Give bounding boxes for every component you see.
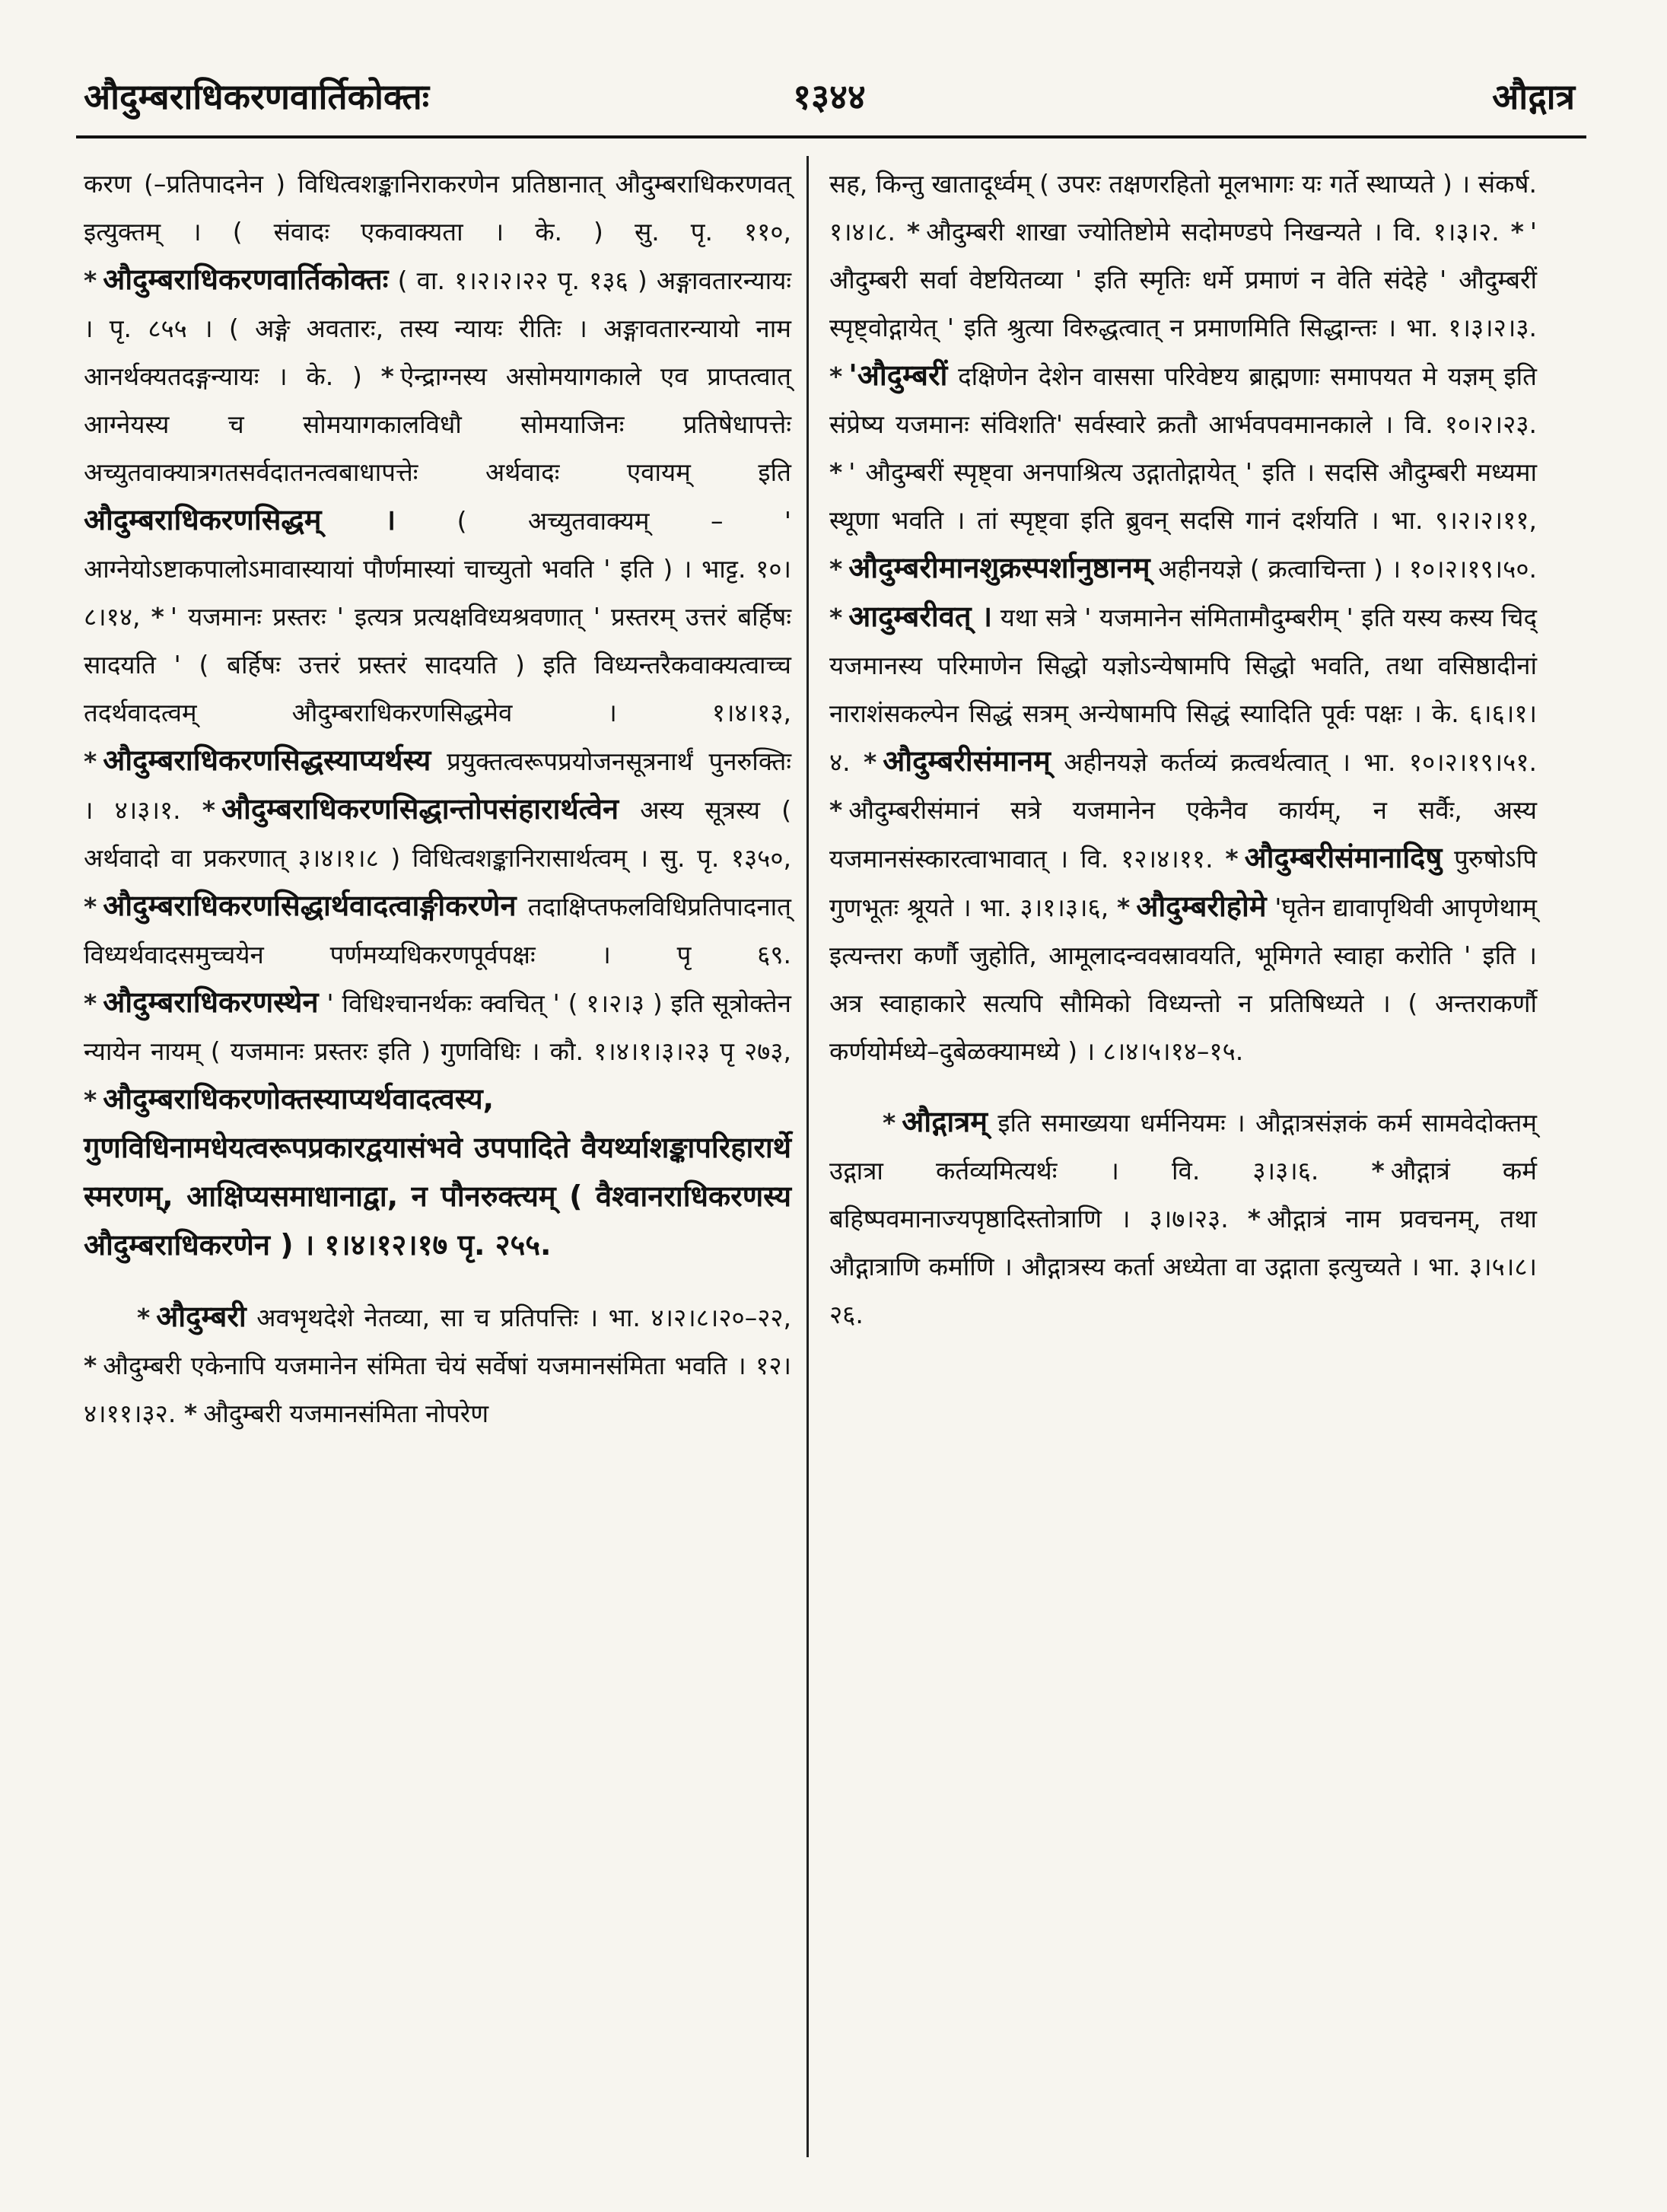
asterisk-icon: *	[829, 457, 843, 487]
text-run: ( अच्युतवाक्यम् – ' आग्नेयोऽष्टाकपालोऽमावास्यायां पौर्णमास्यां चाच्युतो भवति ' इति ) । भाट्ट. १०।८।१४,	[84, 506, 791, 632]
header-left-title: औदुम्बराधिकरणवार्तिकोक्तः	[84, 76, 430, 117]
text-run: ' औदुम्बरीं स्पृष्ट्वा अनपाश्रित्य उद्गातोद्गायेत् ' इति । सदसि औदुम्बरी मध्यमा स्थूणा भवति । तां स्पृष्ट्वा इति ब्रुवन् सदसि गानं दर्शयति । भा. ९।२।२।११,	[829, 457, 1537, 535]
left-paragraph-2	[84, 1293, 791, 1437]
text-run: पुरुषोऽपि गुणभूतः श्रूयते । भा. ३।१।३।६,	[829, 844, 1537, 922]
text-run: सह, किन्तु खातादूर्ध्वम् ( उपरः तक्षणरहितो मूलभागः यः गर्ते स्थाप्यते ) । संकर्ष. १।४।८.	[829, 169, 1537, 247]
headword: औदुम्बराधिकरणवार्तिकोक्तः	[103, 263, 389, 296]
headword: औदुम्बरीमानशुक्रस्पर्शानुष्ठानम्	[848, 551, 1150, 584]
text-run: ' यजमानः प्रस्तरः ' इत्यत्र प्रत्यक्षविध्यश्रवणात् ' प्रस्तरम् उत्तरं बर्हिषः सादयति ' ( बर्हिषः उत्तरं प्रस्तरं सादयति ) इति विध्यन्तरैकवाक्यत्वाच्च तदर्थवादत्वम् औदुम्बराधिकरणसिद्धमेव । १।४।१३,	[84, 602, 791, 727]
text-run: औद्गात्रं नाम प्रवचनम्, तथा औद्गात्राणि कर्माणि । औद्गात्रस्य कर्ता अध्येता वा उद्गाता इत्युच्यते । भा. ३।५।८।२६.	[829, 1204, 1537, 1329]
text-run: औदुम्बरी यजमानसंमिता नोपरेण	[203, 1399, 489, 1428]
asterisk-icon: *	[202, 795, 215, 825]
left-paragraph-1	[84, 160, 791, 1270]
asterisk-icon: *	[380, 361, 394, 391]
headword: औदुम्बराधिकरणसिद्धान्तोपसंहारार्थत्वेन	[221, 792, 619, 826]
asterisk-icon: *	[829, 554, 843, 584]
header-rule	[76, 135, 1586, 138]
asterisk-icon: *	[1225, 844, 1239, 874]
asterisk-icon: *	[84, 892, 97, 921]
headword: औदुम्बराधिकरणसिद्धम् ।	[84, 503, 396, 536]
headword: औदुम्बरीहोमे	[1136, 890, 1267, 923]
text-run: औदुम्बरी शाखा ज्योतिष्टोमे सदोमण्डपे निखन्यते । वि. १।३।२.	[926, 217, 1500, 247]
text-run: 'घृतेन द्यावापृथिवी आपृणेथाम् इत्यन्तरा कर्णौ जुहोति, आमूलादन्ववस्रावयति, भूमिगते स्वाहा करोति ' इति । अत्र स्वाहाकारे सत्यपि सौमिको विध्यन्तो न प्रतिषिध्यते । ( अन्तराकर्णौ कर्णयोर्मध्ये–दुबेळक्यामध्ये ) । ८।४।५।१४–१५.	[829, 893, 1537, 1066]
asterisk-icon: *	[1117, 893, 1131, 922]
text-run: औदुम्बरी एकेनापि यजमानेन संमिता चेयं सर्वेषां यजमानसंमिता भवति । १२।४।११।३२.	[84, 1351, 791, 1428]
headword: औद्गात्रम्	[902, 1105, 988, 1138]
text-run: अस्य सूत्रस्य ( अर्थवादो वा प्रकरणात् ३।४।१।८ ) विधित्वशङ्कानिरासार्थत्वम् । सु. पृ. १३५०,	[84, 795, 792, 873]
headword: औदुम्बरीसंमानादिषु	[1244, 841, 1443, 874]
asterisk-icon: *	[1510, 217, 1524, 247]
headword: औदुम्बराधिकरणोक्तस्याप्यर्थवादत्वस्य, गुणविधिनामधेयत्वरूपप्रकारद्वयासंभवे उपपादिते वैयर्थ्याशङ्कापरिहारार्थे स्मरणम्, आक्षिप्यसमाधानाद्वा, न पौनरुक्त्यम् ( वैश्वानराधिकरणस्य औदुम्बराधिकरणेन ) । १।४।१२।१७ पृ. २५५.	[84, 1082, 791, 1262]
text-run: ( वा. १।२।२।२२ पृ. १३६ ) अङ्गावतारन्यायः । पृ. ८५५ । ( अङ्गे अवतारः, तस्य न्यायः रीतिः । अङ्गावतारन्यायो नाम आनर्थक्यतदङ्गन्यायः । के. )	[84, 266, 791, 391]
asterisk-icon: *	[1247, 1204, 1261, 1233]
asterisk-icon: *	[906, 217, 921, 247]
text-run: औद्गात्रं कर्म बहिष्पवमानाज्यपृष्ठादिस्तोत्राणि । ३।७।२३.	[829, 1156, 1537, 1233]
header-right-title: औद्गात्र	[1492, 76, 1575, 117]
text-run: यथा सत्रे ' यजमानेन संमितामौदुम्बरीम् ' इति यस्य कस्य चिद् यजमानस्य परिमाणेन सिद्धो यज्ञोऽन्येषामपि सिद्धो भवति, तथा वसिष्ठादीनां नाराशंसकल्पेन सिद्धं सत्रम् अन्येषामपि सिद्धं स्यादिति पूर्वः पक्षः । के. ६।६।१।४.	[829, 603, 1537, 777]
right-paragraph-2	[829, 1098, 1537, 1338]
asterisk-icon: *	[84, 1085, 97, 1115]
text-run: करण (–प्रतिपादनेन ) विधित्वशङ्कानिराकरणेन प्रतिष्ठानात् औदुम्बराधिकरणवत् इत्युक्तम् । ( संवादः एकवाक्यता । के. ) सु. पृ. ११०,	[84, 169, 791, 247]
asterisk-icon: *	[84, 746, 97, 776]
asterisk-icon: *	[1371, 1156, 1385, 1186]
headword: औदुम्बराधिकरणसिद्धस्याप्यर्थस्य	[103, 743, 431, 777]
text-run: इति समाख्यया धर्मनियमः । औद्गात्रसंज्ञकं कर्म सामवेदोक्तम् उद्गात्रा कर्तव्यमित्यर्थः । वि. ३।३।६.	[829, 1108, 1537, 1186]
text-run: ऐन्द्राग्नस्य असोमयागकाले एव प्राप्तत्वात् आग्नेयस्य च सोमयागकालविधौ सोमयाजिनः प्रतिषेधापत्तेः अच्युतवाक्यात्रगतसर्वदातनत्वबाधापत्तेः अर्थवादः एवायम् इति	[84, 361, 791, 487]
asterisk-icon: *	[829, 361, 843, 391]
asterisk-icon: *	[183, 1399, 198, 1428]
text-run: तदाक्षिप्तफलविधिप्रतिपादनात् विध्यर्थवादसमुच्चयेन पर्णमय्यधिकरणपूर्वपक्षः । पृ ६९.	[84, 892, 791, 969]
text-run: औदुम्बरीसंमानं सत्रे यजमानेन एकेनैव कार्यम्, न सर्वैः, अस्य यजमानसंस्कारत्वाभावात् । वि. १२।४।११.	[829, 795, 1537, 874]
running-header	[84, 72, 1575, 133]
asterisk-icon: *	[863, 747, 877, 777]
left-column	[84, 160, 791, 1437]
text-run: अहीनयज्ञे कर्तव्यं क्रत्वर्थत्वात् । भा. १०।२।१९।५१.	[1064, 747, 1537, 777]
asterisk-icon: *	[84, 988, 97, 1018]
text-run: ' औदुम्बरी सर्वा वेष्टयितव्या ' इति स्मृतिः धर्मे प्रमाणं न वेति संदेहे ' औदुम्बरीं स्पृष्ट्वोद्गायेत् ' इति श्रुत्या विरुद्धत्वात् न प्रमाणमिति सिद्धान्तः । भा. १।३।२।३.	[829, 217, 1537, 342]
headword: औदुम्बरीसंमानम्	[883, 744, 1051, 778]
headword: औदुम्बराधिकरणसिद्धार्थवादत्वाङ्गीकरणेन	[103, 889, 517, 922]
asterisk-icon: *	[84, 1351, 97, 1380]
asterisk-icon: *	[829, 795, 843, 825]
headword: आदुम्बरीवत् ।	[848, 600, 993, 633]
text-run: अवभृथदेशे नेतव्या, सा च प्रतिपत्तिः । भा. ४।२।८।२०–२२,	[256, 1303, 792, 1332]
headword: औदुम्बराधिकरणस्थेन	[103, 985, 319, 1019]
headword: 'औदुम्बरीं	[848, 358, 948, 392]
right-paragraph-1	[829, 160, 1537, 1075]
text-run: ' विधिश्चानर्थकः क्वचित् ' ( १।२।३ ) इति सूत्रोक्तेन न्यायेन नायम् ( यजमानः प्रस्तरः इति ) गुणविधिः । कौ. १।४।१।३।२३ पृ २७३,	[84, 988, 791, 1066]
asterisk-icon: *	[137, 1303, 151, 1332]
page-number: १३४४	[793, 76, 866, 117]
asterisk-icon: *	[883, 1108, 896, 1138]
text-run: प्रयुक्तत्वरूपप्रयोजनसूत्रनार्थं पुनरुक्तिः । ४।३।१.	[84, 746, 791, 825]
asterisk-icon: *	[829, 603, 843, 632]
column-divider	[806, 156, 809, 2157]
headword: औदुम्बरी	[156, 1300, 247, 1333]
text-run: दक्षिणेन देशेन वाससा परिवेष्टय ब्राह्मणाः समापयत मे यज्ञम् इति संप्रेष्य यजमानः संविशति' सर्वस्वारे क्रतौ आर्भवपवमानकाले । वि. १०।२।२३.	[829, 361, 1537, 439]
asterisk-icon: *	[84, 266, 97, 295]
right-column	[829, 160, 1537, 1338]
text-run: अहीनयज्ञे ( क्रत्वाचिन्ता ) । १०।२।१९।५०.	[1158, 554, 1537, 584]
asterisk-icon: *	[151, 602, 164, 632]
